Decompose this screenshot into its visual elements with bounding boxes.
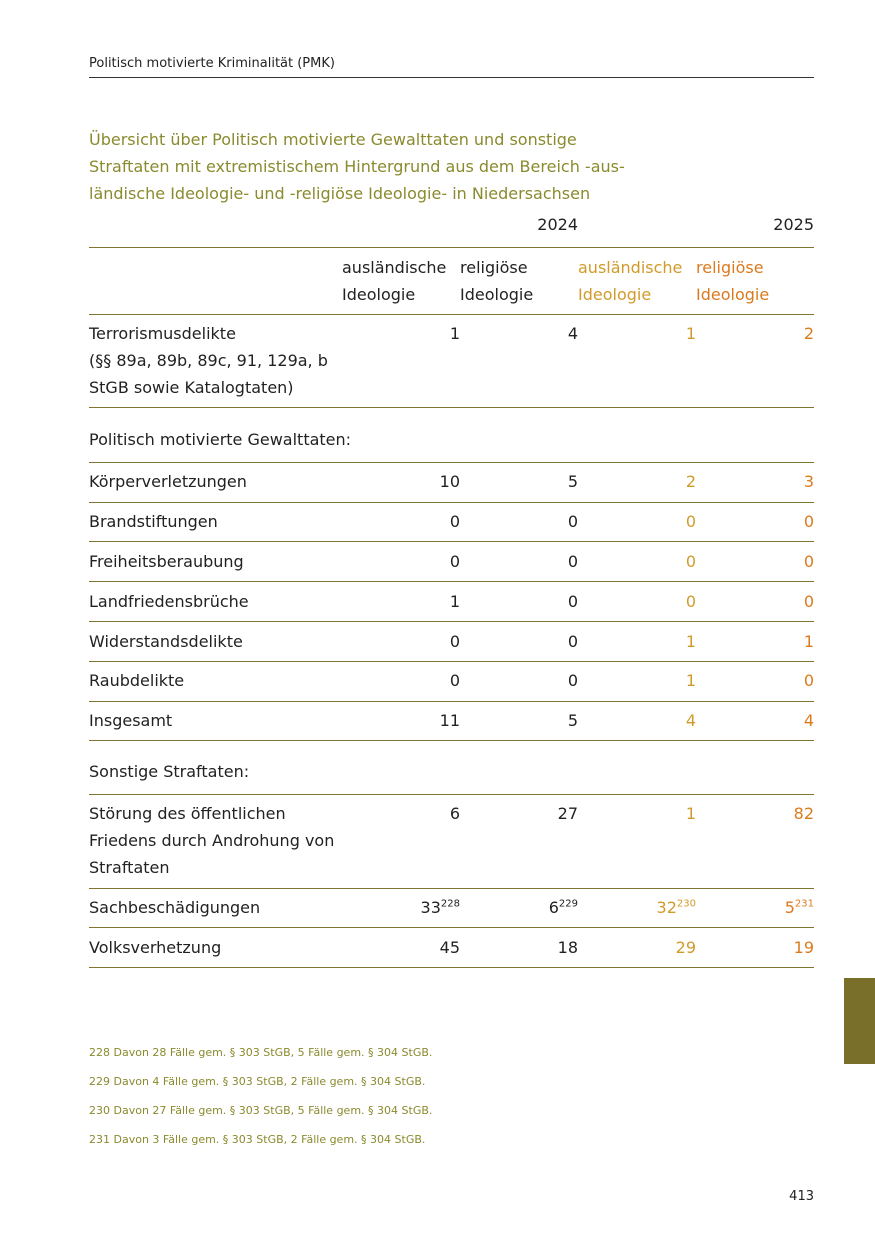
cell-value: 0 — [567, 592, 578, 611]
cell-value: 0 — [803, 592, 814, 611]
running-header: Politisch motivierte Kriminalität (PMK) — [89, 56, 814, 78]
cell-value: 27 — [557, 804, 578, 823]
row-label-line: StGB sowie Katalogtaten) — [89, 378, 294, 397]
cell-value: 4 — [567, 324, 578, 343]
cell-value: 1 — [449, 324, 460, 343]
cell-value: 0 — [685, 512, 696, 531]
col-header-line: Ideologie — [460, 285, 534, 304]
table-row — [89, 468, 814, 503]
table-row — [89, 548, 814, 582]
cell-value: 3 — [803, 472, 814, 491]
row-label: Volksverhetzung — [89, 938, 222, 957]
footnote-ref: 229 — [558, 898, 578, 910]
cell-value — [421, 894, 460, 921]
col-header-auslaendisch-2024 — [342, 254, 457, 308]
cell-value — [549, 894, 578, 921]
footnote: 229 Davon 4 Fälle gem. § 303 StGB, 2 Fälle gem. § 304 StGB. — [89, 1075, 426, 1088]
footnotes — [89, 1044, 589, 1160]
row-label-line: Terrorismusdelikte — [89, 324, 236, 343]
row-label: Widerstandsdelikte — [89, 632, 243, 651]
cell-value: 0 — [449, 671, 460, 690]
cell-value: 0 — [449, 552, 460, 571]
cell-value: 45 — [439, 938, 460, 957]
cell-value: 0 — [685, 552, 696, 571]
cell-value: 1 — [685, 804, 696, 823]
cell-value: 82 — [793, 804, 814, 823]
footnote: 230 Davon 27 Fälle gem. § 303 StGB, 5 Fälle gem. § 304 StGB. — [89, 1104, 433, 1117]
cell-value: 2 — [685, 472, 696, 491]
row-label: Brandstiftungen — [89, 512, 218, 531]
col-header-line: Ideologie — [578, 285, 652, 304]
year-header-row — [89, 215, 814, 248]
cell-value: 0 — [685, 592, 696, 611]
cell-value: 0 — [449, 632, 460, 651]
year-2024: 2024 — [537, 215, 578, 234]
cell-value: 10 — [439, 472, 460, 491]
footnote: 231 Davon 3 Fälle gem. § 303 StGB, 2 Fälle gem. § 304 StGB. — [89, 1133, 426, 1146]
row-label-line: Friedens durch Androhung von — [89, 831, 335, 850]
footnote-ref: 230 — [676, 898, 696, 910]
cell-value: 11 — [439, 711, 460, 730]
col-header-line: Ideologie — [342, 285, 416, 304]
cell-number: 5 — [784, 898, 795, 917]
row-label — [89, 800, 349, 881]
cell-value: 0 — [567, 671, 578, 690]
col-header-line: religiöse — [696, 258, 764, 277]
cell-value: 6 — [449, 804, 460, 823]
table-title — [89, 126, 649, 207]
title-line: ländische Ideologie- und -religiöse Ideologie- in Niedersachsen — [89, 184, 591, 203]
section-heading-gewalttaten: Politisch motivierte Gewalttaten: — [89, 430, 814, 463]
cell-value: 1 — [685, 324, 696, 343]
table-row-stoerung — [89, 800, 814, 889]
cell-value: 1 — [803, 632, 814, 651]
col-header-religioes-2024 — [460, 254, 575, 308]
row-label-line: Straftaten — [89, 858, 170, 877]
row-label-line: Störung des öffentlichen — [89, 804, 286, 823]
footnote-ref: 228 — [440, 898, 460, 910]
col-header-line: ausländische — [342, 258, 447, 277]
title-line: Straftaten mit extremistischem Hintergrund aus dem Bereich -aus- — [89, 157, 625, 176]
col-header-line: ausländische — [578, 258, 683, 277]
row-label — [89, 320, 339, 401]
col-header-line: religiöse — [460, 258, 528, 277]
row-label: Insgesamt — [89, 711, 173, 730]
cell-value: 18 — [557, 938, 578, 957]
cell-value: 1 — [449, 592, 460, 611]
cell-value: 4 — [803, 711, 814, 730]
footnote: 228 Davon 28 Fälle gem. § 303 StGB, 5 Fälle gem. § 304 StGB. — [89, 1046, 433, 1059]
cell-value: 0 — [803, 552, 814, 571]
row-label: Freiheitsberaubung — [89, 552, 244, 571]
table-row-volksverhetzung — [89, 934, 814, 968]
table-row — [89, 588, 814, 622]
table-row — [89, 508, 814, 542]
row-label: Sachbeschädigungen — [89, 898, 261, 917]
table-row-sachbeschaedigungen — [89, 894, 814, 928]
row-label: Raubdelikte — [89, 671, 185, 690]
cell-value: 0 — [567, 552, 578, 571]
cell-value — [657, 894, 696, 921]
cell-value: 5 — [567, 711, 578, 730]
cell-value: 0 — [567, 512, 578, 531]
column-header-row — [89, 254, 814, 315]
cell-value: 5 — [567, 472, 578, 491]
section-heading-sonstige: Sonstige Straftaten: — [89, 762, 814, 795]
cell-value: 29 — [675, 938, 696, 957]
chapter-tab-marker — [844, 978, 875, 1064]
cell-value: 0 — [567, 632, 578, 651]
table-row-insgesamt — [89, 707, 814, 741]
col-header-line: Ideologie — [696, 285, 770, 304]
year-2025: 2025 — [773, 215, 814, 234]
cell-value: 1 — [685, 632, 696, 651]
table-row — [89, 667, 814, 702]
table-row-terrorismusdelikte — [89, 320, 814, 408]
col-header-religioes-2025 — [696, 254, 811, 308]
table-row — [89, 628, 814, 662]
cell-value: 4 — [685, 711, 696, 730]
title-line: Übersicht über Politisch motivierte Gewalttaten und sonstige — [89, 130, 577, 149]
cell-value: 0 — [803, 512, 814, 531]
row-label: Landfriedensbrüche — [89, 592, 249, 611]
cell-value: 1 — [685, 671, 696, 690]
cell-value: 0 — [803, 671, 814, 690]
cell-value: 0 — [449, 512, 460, 531]
col-header-auslaendisch-2025 — [578, 254, 693, 308]
footnote-ref: 231 — [794, 898, 814, 910]
cell-value — [785, 894, 814, 921]
cell-number: 33 — [420, 898, 441, 917]
cell-value: 2 — [803, 324, 814, 343]
row-label-line: (§§ 89a, 89b, 89c, 91, 129a, b — [89, 351, 328, 370]
cell-value: 19 — [793, 938, 814, 957]
cell-number: 6 — [548, 898, 559, 917]
row-label: Körperverletzungen — [89, 472, 247, 491]
cell-number: 32 — [656, 898, 677, 917]
page-number: 413 — [789, 1189, 814, 1204]
